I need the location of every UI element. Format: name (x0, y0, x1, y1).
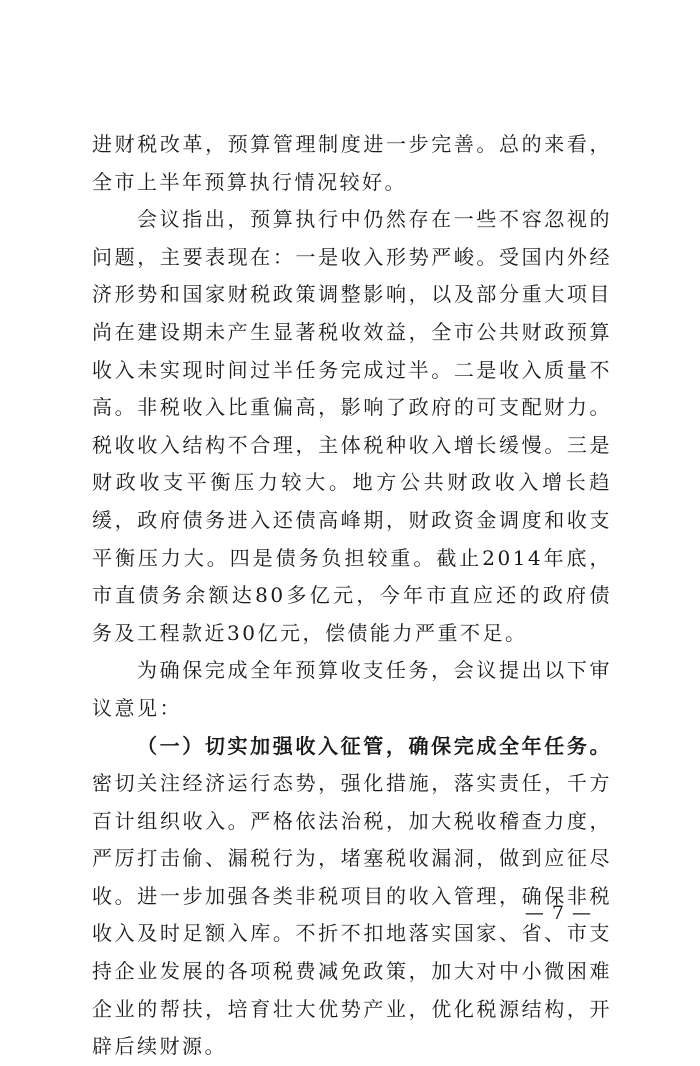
paragraph-text: 为确保完成全年预算收支任务，会议提出以下审议意见： (92, 658, 612, 720)
paragraph-3 (92, 652, 612, 727)
paragraph-text: 进财税改革，预算管理制度进一步完善。总的来看，全市上半年预算执行情况较好。 (92, 132, 612, 194)
paragraph-2 (92, 201, 612, 652)
document-body (92, 126, 612, 1066)
paragraph-text: 会议指出，预算执行中仍然存在一些不容忽视的问题，主要表现在：一是收入形势严峻。受国内外经济形势和国家财税政策调整影响，以及部分重大项目尚在建设期未产生显著税收效益，全市公共财政预算收入未实现时间过半任务完成过半。二是收入质量不高。非税收入比重偏高，影响了政府的可支配财力。税收收入结构不合理，主体税种收入增长缓慢。三是财政收支平衡压力较大。地方公共财政收入增长趋缓，政府债务进入还债高峰期，财政资金调度和收支平衡压力大。四是债务负担较重。截止2014年底，市直债务余额达80多亿元，今年市直应还的政府债务及工程款近30亿元，偿债能力严重不足。 (92, 207, 612, 645)
paragraph-4 (92, 728, 612, 1066)
section-heading: （一）切实加强收入征管，确保完成全年任务。 (137, 733, 612, 758)
paragraph-text: 密切关注经济运行态势，强化措施，落实责任，千方百计组织收入。严格依法治税，加大税收稽查力度，严厉打击偷、漏税行为，堵塞税收漏洞，做到应征尽收。进一步加强各类非税项目的收入管理，确保非税收入及时足额入库。不折不扣地落实国家、省、市支持企业发展的各项税费减免政策，加大对中小微困难企业的帮扶，培育壮大优势产业，优化税源结构，开辟后续财源。 (92, 771, 612, 1059)
paragraph-1 (92, 126, 612, 201)
page-number: — 7 — (524, 902, 592, 924)
